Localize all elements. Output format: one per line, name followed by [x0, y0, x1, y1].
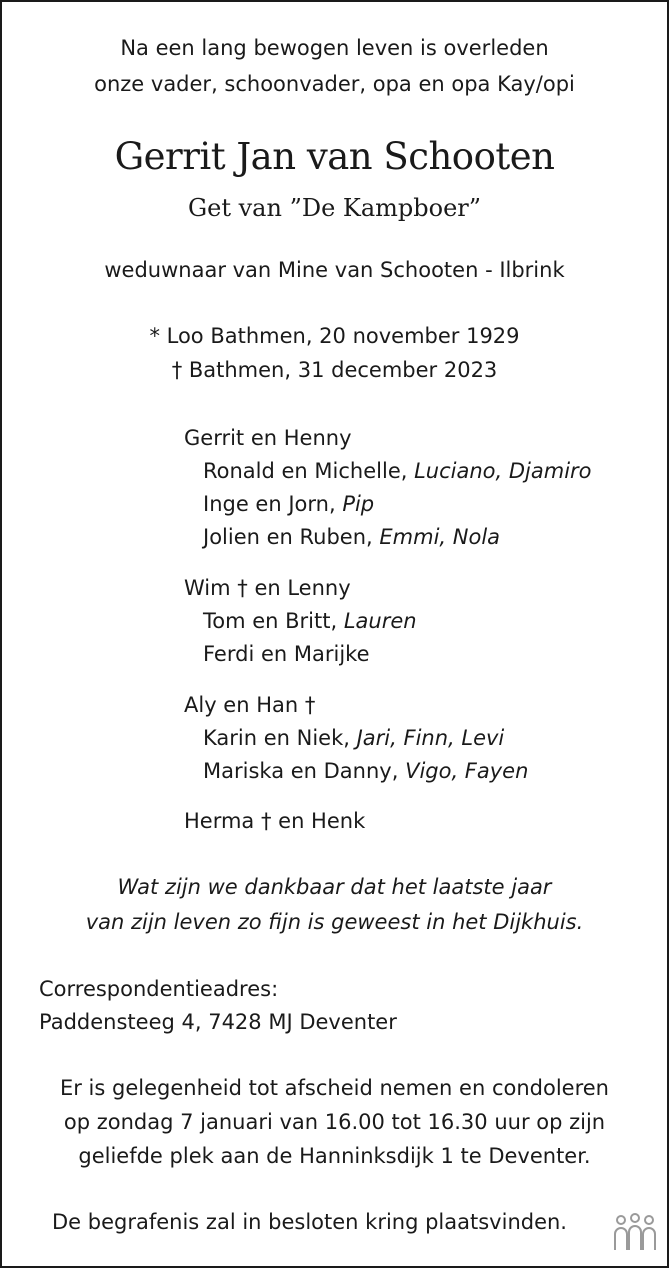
birth-date: * Loo Bathmen, 20 november 1929 [149, 324, 520, 348]
child-names: Jolien en Ruben, [203, 525, 380, 549]
death-date: † Bathmen, 31 december 2023 [171, 358, 498, 382]
child-names: Tom en Britt, [203, 609, 344, 633]
family-child [184, 488, 654, 521]
people-group-icon [612, 1212, 658, 1252]
family-group [184, 805, 654, 838]
family-head: Aly en Han † [184, 693, 316, 717]
condolence-line-3: geliefde plek aan de Hanninksdijk 1 te Deventer. [78, 1144, 591, 1168]
family-group [184, 689, 654, 788]
family-child [184, 638, 654, 671]
correspondence-label: Correspondentieadres: [39, 977, 279, 1001]
condolence-line-1: Er is gelegenheid tot afscheid nemen en condoleren [59, 1076, 609, 1100]
child-names: Ronald en Michelle, [203, 459, 415, 483]
deceased-name: Gerrit Jan van Schooten [114, 135, 555, 178]
family-child [184, 722, 654, 755]
child-names: Mariska en Danny, [203, 759, 406, 783]
family-child [184, 521, 654, 554]
intro-line-1: Na een lang bewogen leven is overleden [120, 36, 549, 60]
grandchild-names: Pip [342, 492, 375, 516]
child-names: Ferdi en Marijke [203, 642, 370, 666]
child-names: Inge en Jorn, [203, 492, 343, 516]
grandchild-names: Vigo, Fayen [405, 759, 529, 783]
gratitude-line-1: Wat zijn we dankbaar dat het laatste jaar [117, 875, 552, 899]
family-child [184, 605, 654, 638]
burial-notice: De begrafenis zal in besloten kring plaatsvinden. [52, 1210, 567, 1234]
condolence-line-2: op zondag 7 januari van 16.00 tot 16.30 uur op zijn [63, 1110, 606, 1134]
family-child [184, 455, 654, 488]
child-names: Karin en Niek, [203, 726, 357, 750]
family-child [184, 755, 654, 788]
deceased-nickname: Get van ”De Kampboer” [187, 194, 482, 222]
family-head: Wim † en Lenny [184, 576, 351, 600]
grandchild-names: Lauren [343, 609, 417, 633]
grandchild-names: Luciano, Djamiro [414, 459, 592, 483]
grandchild-names: Emmi, Nola [379, 525, 501, 549]
grandchild-names: Jari, Finn, Levi [356, 726, 505, 750]
family-head: Herma † en Henk [184, 809, 366, 833]
correspondence-address: Paddensteeg 4, 7428 MJ Deventer [39, 1010, 397, 1034]
gratitude-line-2: van zijn leven zo fijn is geweest in het Dijkhuis. [85, 910, 584, 934]
intro-line-2: onze vader, schoonvader, opa en opa Kay/opi [94, 72, 575, 96]
spouse-line: weduwnaar van Mine van Schooten - Ilbrink [104, 258, 565, 282]
family-group [184, 572, 654, 671]
family-head: Gerrit en Henny [184, 426, 352, 450]
family-group [184, 422, 654, 554]
